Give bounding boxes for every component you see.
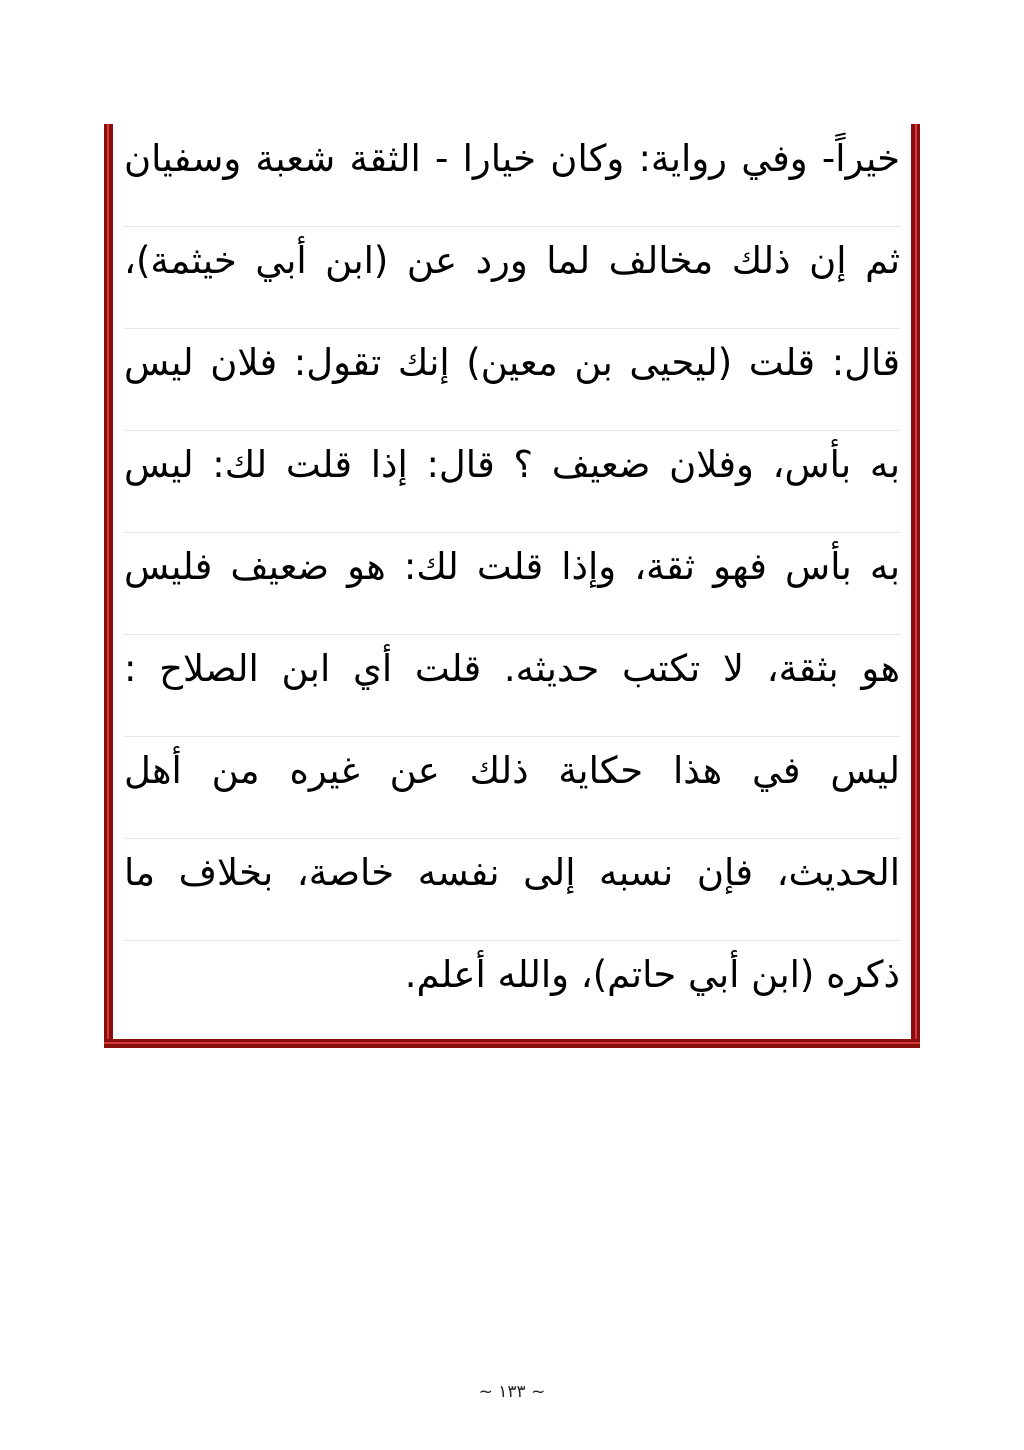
text-line-7: ليس في هذا حكاية ذلك عن غيره من أهل bbox=[124, 736, 900, 839]
text-line-1: خيراً- وفي رواية: وكان خيارا - الثقة شعبة وسفيان bbox=[124, 124, 900, 227]
text-line-4: به بأس، وفلان ضعيف ؟ قال: إذا قلت لك: ليس bbox=[124, 430, 900, 533]
text-line-5: به بأس فهو ثقة، وإذا قلت لك: هو ضعيف فليس bbox=[124, 532, 900, 635]
text-line-9: ذكره (ابن أبي حاتم)، والله أعلم. bbox=[404, 953, 900, 996]
text-line-8: الحديث، فإن نسبه إلى نفسه خاصة، بخلاف ما bbox=[124, 838, 900, 941]
text-line-6: هو بثقة، لا تكتب حديثه. قلت أي ابن الصلاح : bbox=[124, 634, 900, 737]
page-frame bbox=[104, 124, 920, 1048]
frame-right-border bbox=[911, 124, 920, 1048]
page-number: ~ ١٣٣ ~ bbox=[478, 1382, 546, 1402]
text-line-3: قال: قلت (ليحيى بن معين) إنك تقول: فلان ليس bbox=[124, 328, 900, 431]
text-body bbox=[124, 124, 900, 1039]
frame-left-border bbox=[104, 124, 113, 1048]
text-line-2: ثم إن ذلك مخالف لما ورد عن (ابن أبي خيثمة)، bbox=[124, 226, 900, 329]
